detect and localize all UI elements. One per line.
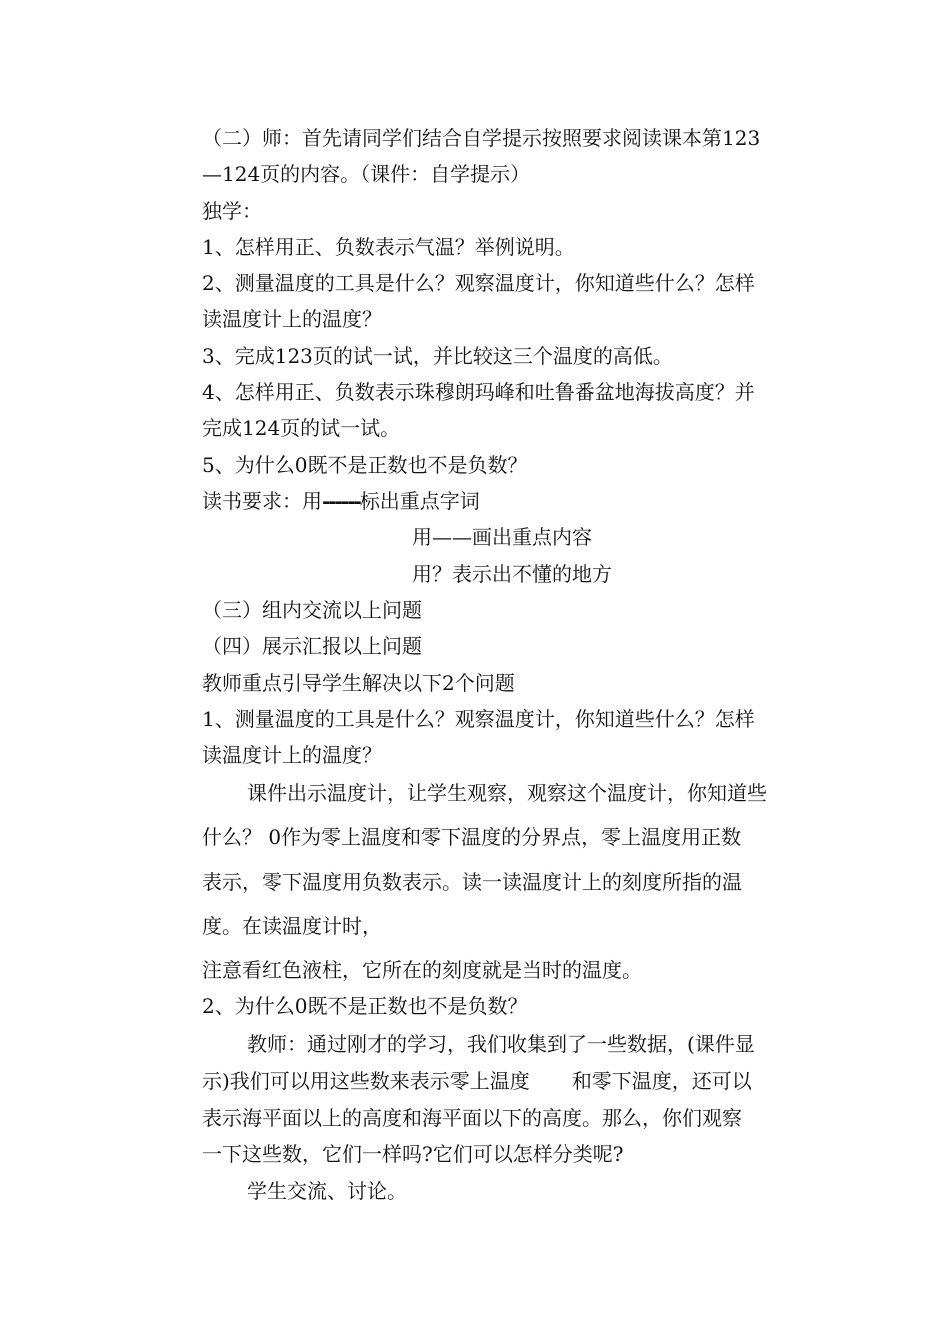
paragraph-2-line-2-part-2: 和零下温度，还可以 <box>571 1069 752 1093</box>
question-4-line-2: 完成124页的试一试。 <box>202 416 401 440</box>
question-4-line-1: 4、怎样用正、负数表示珠穆朗玛峰和吐鲁番盆地海拔高度？并 <box>202 380 755 404</box>
reading-label: 读书要求：用 <box>202 489 322 513</box>
section-2-line-1: （二）师：首先请同学们结合自学提示按照要求阅读课本第123 <box>202 126 761 150</box>
problem-1-line-2: 读温度计上的温度？ <box>202 743 382 767</box>
teacher-intro: 教师重点引导学生解决以下2个问题 <box>202 671 515 695</box>
paragraph-2-line-1: 教师：通过刚才的学习，我们收集到了一些数据，(课件显 <box>247 1032 755 1056</box>
paragraph-1-line-4: 度。在读温度计时， <box>202 914 382 938</box>
question-5: 5、为什么0既不是正数也不是负数？ <box>202 453 528 477</box>
paragraph-2-line-3: 表示海平面以上的高度和海平面以下的高度。那么，你们观察 <box>202 1106 742 1130</box>
section-3: （三）组内交流以上问题 <box>202 598 422 622</box>
paragraph-1-line-1: 课件出示温度计，让学生观察，观察这个温度计，你知道些 <box>247 781 767 805</box>
question-2-line-2: 读温度计上的温度？ <box>202 307 382 331</box>
solo-heading: 独学： <box>202 199 262 223</box>
problem-1-line-1: 1、测量温度的工具是什么？观察温度计，你知道些什么？怎样 <box>202 707 755 731</box>
section-2-line-2: —124页的内容。（课件：自学提示） <box>202 162 531 186</box>
reading-requirement-1 <box>202 487 480 515</box>
problem-2: 2、为什么0既不是正数也不是负数？ <box>202 994 528 1018</box>
question-3: 3、完成123页的试一试，并比较这三个温度的高低。 <box>202 344 673 368</box>
reading-requirement-2: 用——画出重点内容 <box>412 525 592 549</box>
paragraph-2-line-4: 一下这些数，它们一样吗?它们可以怎样分类呢? <box>202 1142 624 1166</box>
paragraph-1-line-2: 什么？ 0作为零上温度和零下温度的分界点，零上温度用正数 <box>202 825 742 849</box>
paragraph-3: 学生交流、讨论。 <box>247 1179 407 1203</box>
section-4: （四）展示汇报以上问题 <box>202 634 422 658</box>
question-1: 1、怎样用正、负数表示气温？举例说明。 <box>202 235 575 259</box>
dashed-mark: ------ <box>322 489 360 513</box>
reading-rest: 标出重点字词 <box>359 489 480 513</box>
reading-requirement-3: 用？表示出不懂的地方 <box>412 562 612 586</box>
question-2-line-1: 2、测量温度的工具是什么？观察温度计，你知道些什么？怎样 <box>202 271 755 295</box>
paragraph-1-line-5: 注意看红色液柱，它所在的刻度就是当时的温度。 <box>202 958 642 982</box>
paragraph-2-line-2-part-1: 示)我们可以用这些数来表示零上温度 <box>202 1069 530 1093</box>
paragraph-1-line-3: 表示，零下温度用负数表示。读一读温度计上的刻度所指的温 <box>202 870 742 894</box>
paragraph-2-line-2 <box>202 1067 752 1095</box>
